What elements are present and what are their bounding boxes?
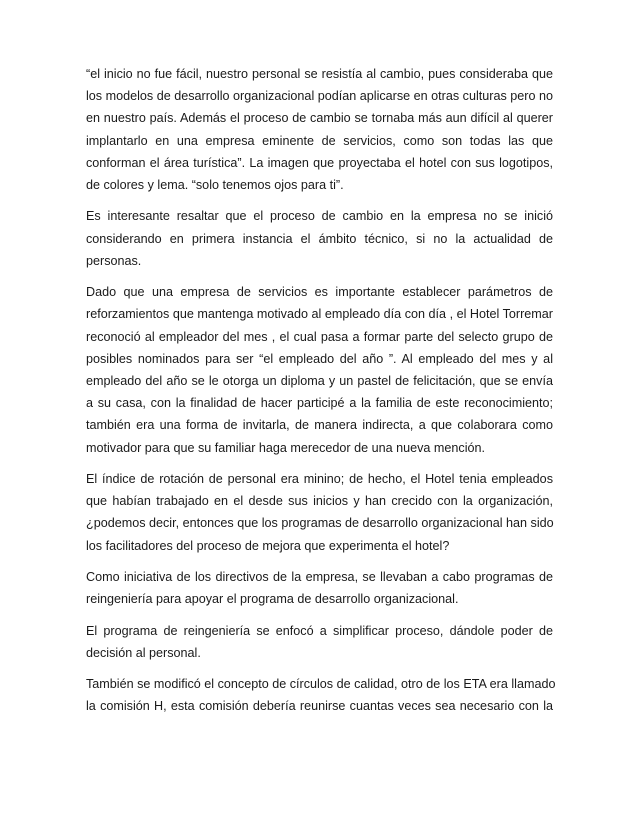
- text-line: implantarlo en una empresa eminente de servicios, como son todas las que: [86, 133, 553, 148]
- text-line: Como iniciativa de los directivos de la empresa, se llevaban a cabo programas de: [86, 570, 553, 585]
- text-line: También se modificó el concepto de círculos de calidad, otro de los ETA era llamado: [86, 677, 556, 692]
- paragraph-6: [86, 620, 553, 664]
- text-line: reconoció al empleador del mes , el cual pasa a formar parte del selecto grupo de: [86, 329, 553, 344]
- text-line: que habían trabajado en el desde sus inicios y han crecido con la organización,: [86, 494, 553, 509]
- text-line: posibles nominados para ser “el empleado del año ”. Al empleado del mes y al: [86, 351, 553, 366]
- text-line: de colores y lema. “solo tenemos ojos para ti”.: [86, 178, 344, 193]
- text-line: también era una forma de invitarla, de manera indirecta, a que colaborara como: [86, 418, 553, 433]
- text-line: a su casa, con la finalidad de hacer participé a la familia de este reconocimiento;: [86, 396, 553, 411]
- text-line: en nuestro país. Además el proceso de cambio se tornaba más aun difícil al querer: [86, 111, 553, 126]
- document-page: [86, 63, 556, 727]
- paragraph-5: [86, 566, 553, 610]
- text-line: “el inicio no fue fácil, nuestro personal se resistía al cambio, pues consideraba que: [86, 67, 553, 81]
- text-line: la comisión H, esta comisión debería reunirse cuantas veces sea necesario con la: [86, 699, 553, 714]
- paragraph-1: [86, 63, 553, 196]
- text-line: El programa de reingeniería se enfocó a simplificar proceso, dándole poder de: [86, 623, 553, 638]
- text-line: motivador para que su familiar haga merecedor de una nueva mención.: [86, 440, 486, 455]
- text-line: los facilitadores del proceso de mejora que experimenta el hotel?: [86, 538, 450, 553]
- text-line: Es interesante resaltar que el proceso de cambio en la empresa no se inició: [86, 209, 553, 224]
- text-line: considerando en primera instancia el ámbito técnico, si no la actualidad de: [86, 231, 553, 246]
- text-line: conforman el área turística”. La imagen que proyectaba el hotel con sus logotipos,: [86, 155, 553, 170]
- text-line: decisión al personal.: [86, 645, 201, 660]
- text-line: Dado que una empresa de servicios es importante establecer parámetros de: [86, 285, 553, 300]
- paragraph-4: [86, 468, 553, 557]
- text-line: ¿podemos decir, entonces que los programas de desarrollo organizacional han sido: [86, 516, 554, 531]
- text-line: reingeniería para apoyar el programa de desarrollo organizacional.: [86, 592, 459, 607]
- paragraph-2: [86, 205, 553, 272]
- paragraph-7: [86, 673, 556, 717]
- text-line: El índice de rotación de personal era minino; de hecho, el Hotel tenia empleados: [86, 472, 553, 487]
- paragraph-3: [86, 281, 553, 459]
- text-line: reforzamientos que mantenga motivado al empleado día con día , el Hotel Torremar: [86, 307, 553, 322]
- text-line: personas.: [86, 253, 142, 268]
- text-line: empleado del año se le otorga un diploma y un pastel de felicitación, que se envía: [86, 374, 553, 389]
- text-line: los modelos de desarrollo organizacional podían aplicarse en otras culturas pero no: [86, 89, 553, 104]
